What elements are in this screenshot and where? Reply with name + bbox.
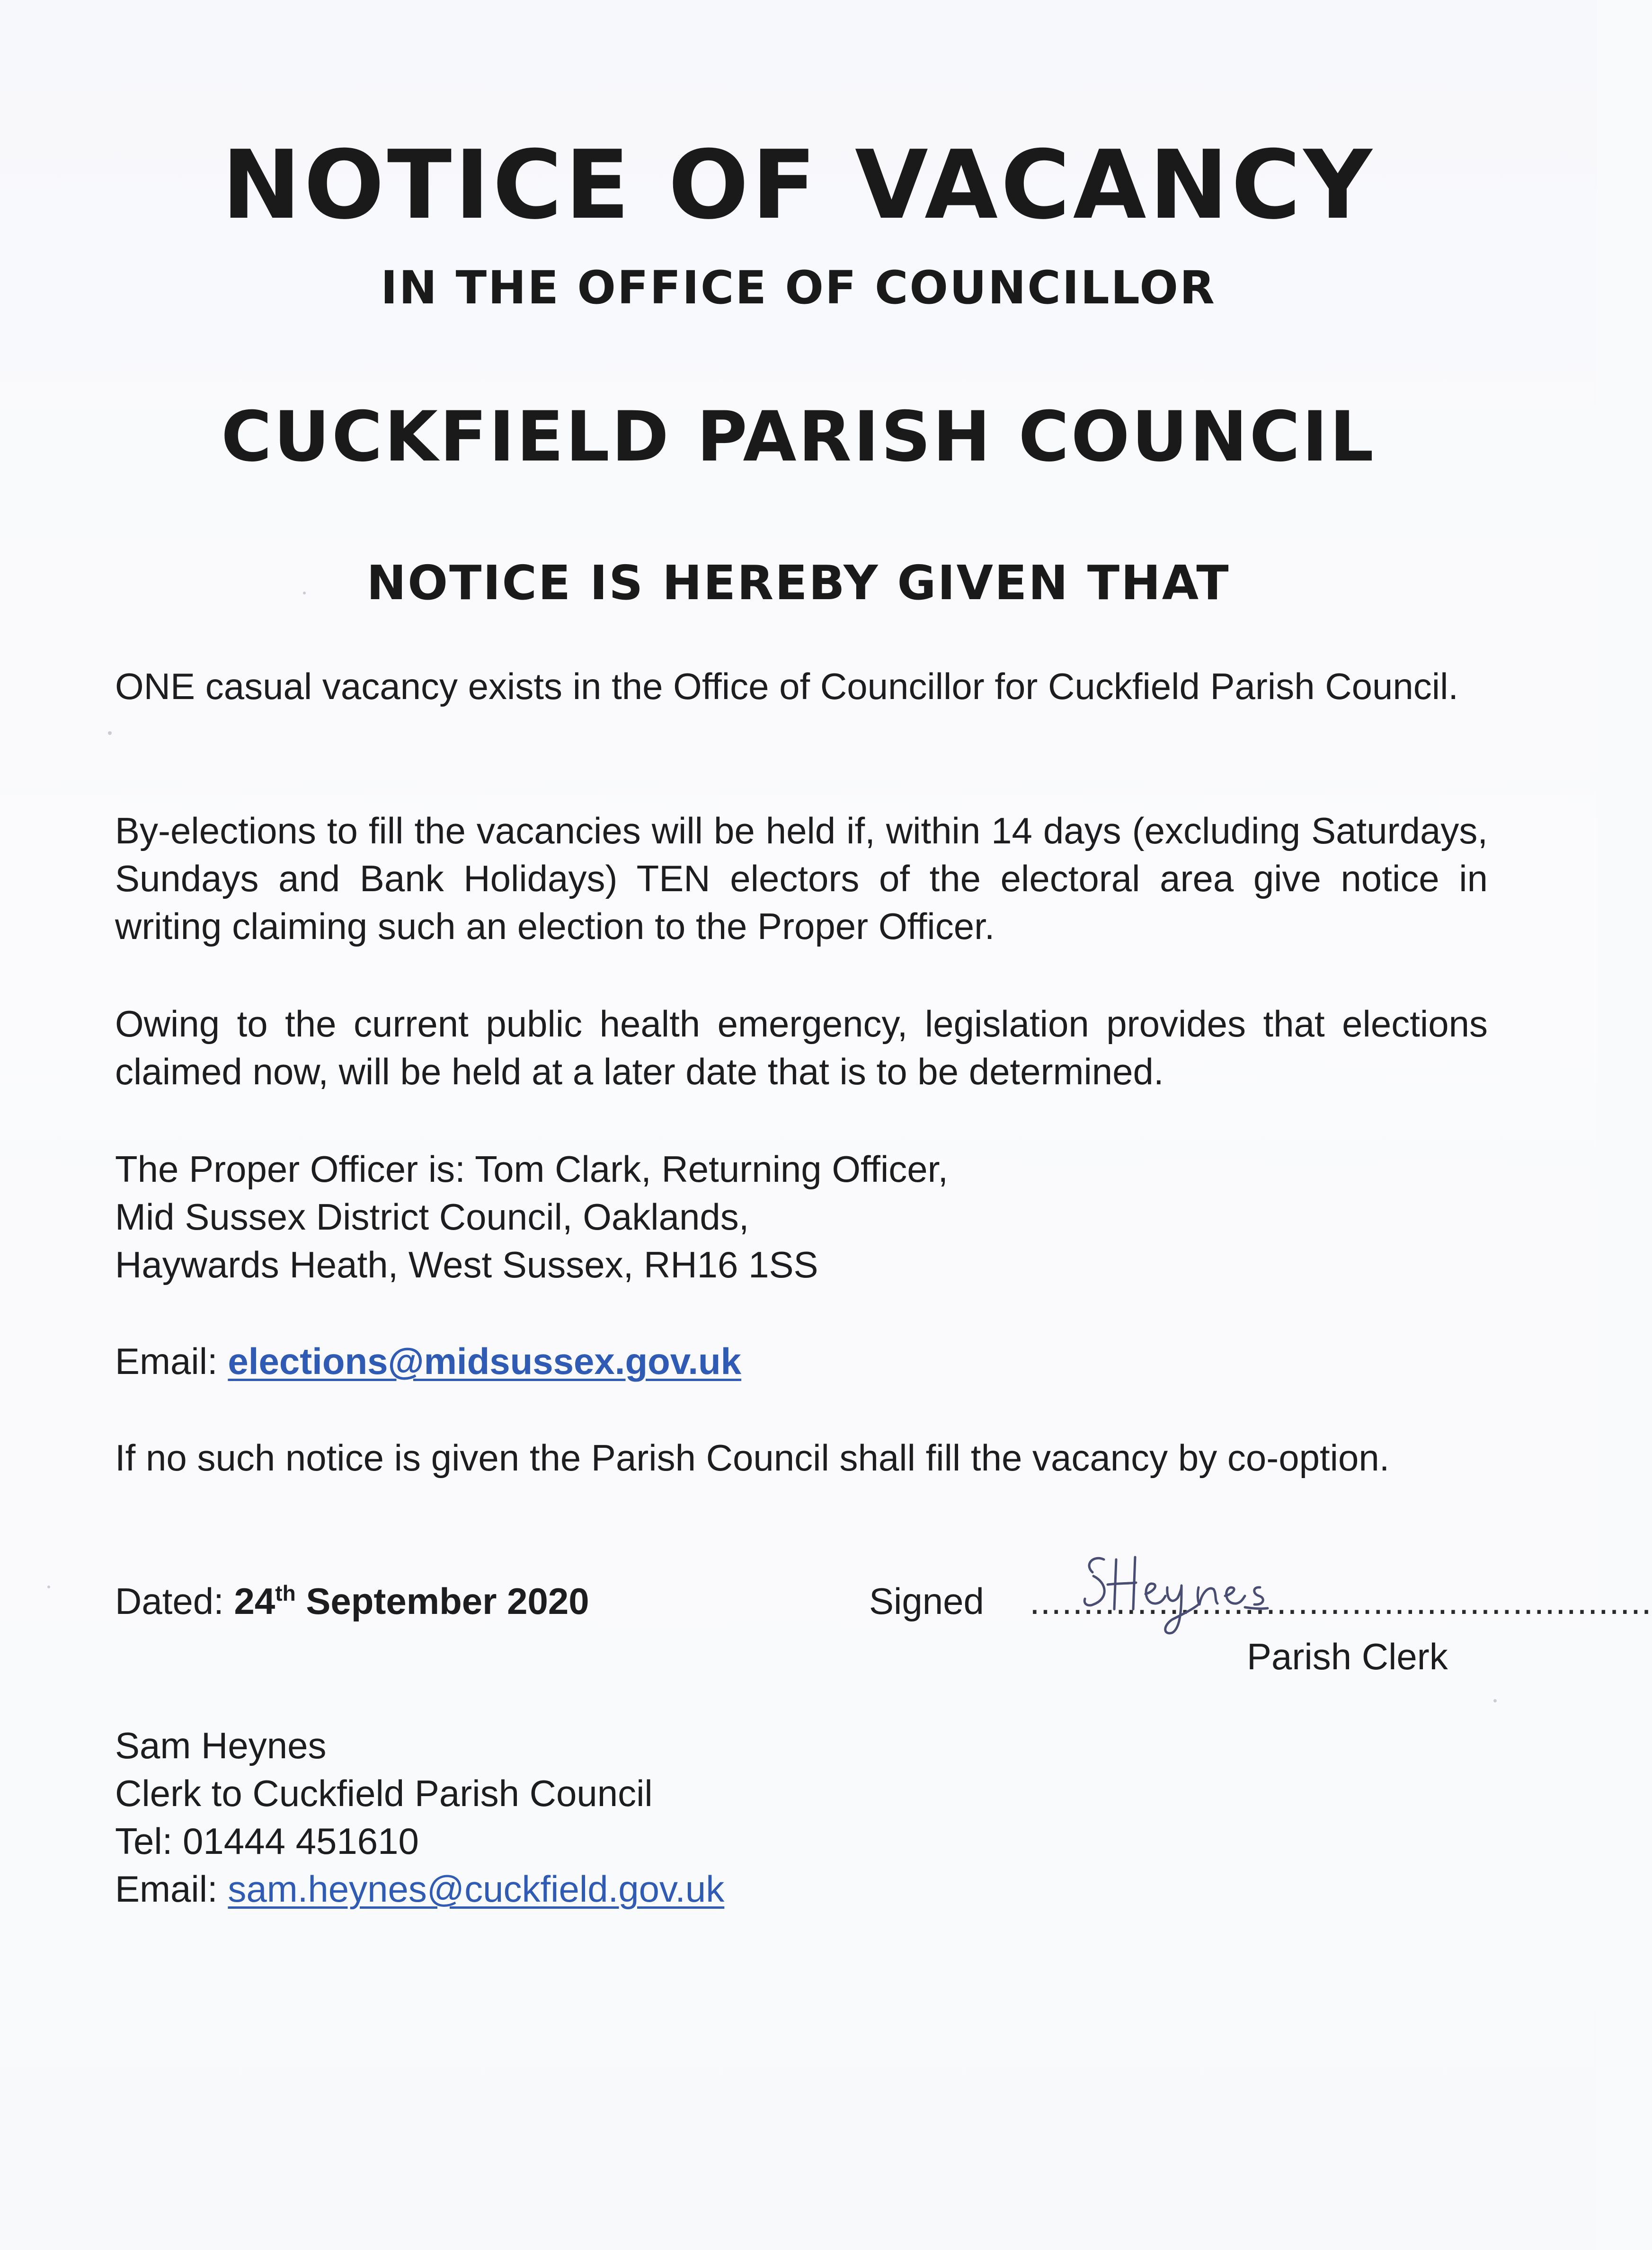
vacancy-paragraph: ONE casual vacancy exists in the Office of Councillor for Cuckfield Parish Council. [115,665,1459,707]
scan-speck [108,731,112,735]
address-line: Haywards Heath, West Sussex, RH16 1SS [115,1244,818,1285]
scan-speck [47,1586,50,1588]
clerk-contact-block [115,1722,724,1913]
notice-given-heading: NOTICE IS HEREBY GIVEN THAT [366,555,1230,611]
scan-speck [1493,1699,1497,1702]
dated-suffix: th [275,1581,296,1605]
dated-line [115,1577,589,1625]
co-option-paragraph: If no such notice is given the Parish Council shall fill the vacancy by co-option. [115,1437,1390,1479]
signed-label: Signed [869,1580,984,1622]
council-name: CUCKFIELD PARISH COUNCIL [221,397,1376,477]
email-label: Email: [115,1340,228,1382]
signer-title: Parish Clerk [1247,1636,1448,1677]
dated-label: Dated: [115,1580,234,1622]
by-election-paragraph: By-elections to fill the vacancies will be held if, within 14 days (excluding Saturdays, Sundays and Bank Holidays) TEN electors of the electoral area give notice in writing claiming such an election to the Proper Officer. [115,810,1488,947]
address-line: Mid Sussex District Council, Oaklands, [115,1196,749,1238]
email-label: Email: [115,1868,228,1910]
clerk-email-line [115,1865,724,1913]
clerk-role: Clerk to Cuckfield Parish Council [115,1772,653,1814]
dated-day: 24 [234,1580,275,1622]
clerk-name: Sam Heynes [115,1725,327,1766]
elections-email-link[interactable]: elections@midsussex.gov.uk [228,1340,742,1382]
dated-month-year: September 2020 [295,1580,589,1622]
proper-officer-address [115,1145,948,1289]
health-emergency-paragraph: Owing to the current public health emergency, legislation provides that elections claimed now, will be held at a later date that is to be determined. [115,1003,1488,1092]
scan-speck [303,592,306,594]
clerk-telephone: Tel: 01444 451610 [115,1820,419,1862]
elections-email-line [115,1338,741,1385]
signature-dotted-line: .......................................................... [1030,1580,1652,1622]
address-line: The Proper Officer is: Tom Clark, Returning Officer, [115,1148,948,1190]
notice-title: NOTICE OF VACANCY [222,130,1375,240]
clerk-email-link[interactable]: sam.heynes@cuckfield.gov.uk [228,1868,725,1910]
notice-subtitle: IN THE OFFICE OF COUNCILLOR [381,261,1216,314]
